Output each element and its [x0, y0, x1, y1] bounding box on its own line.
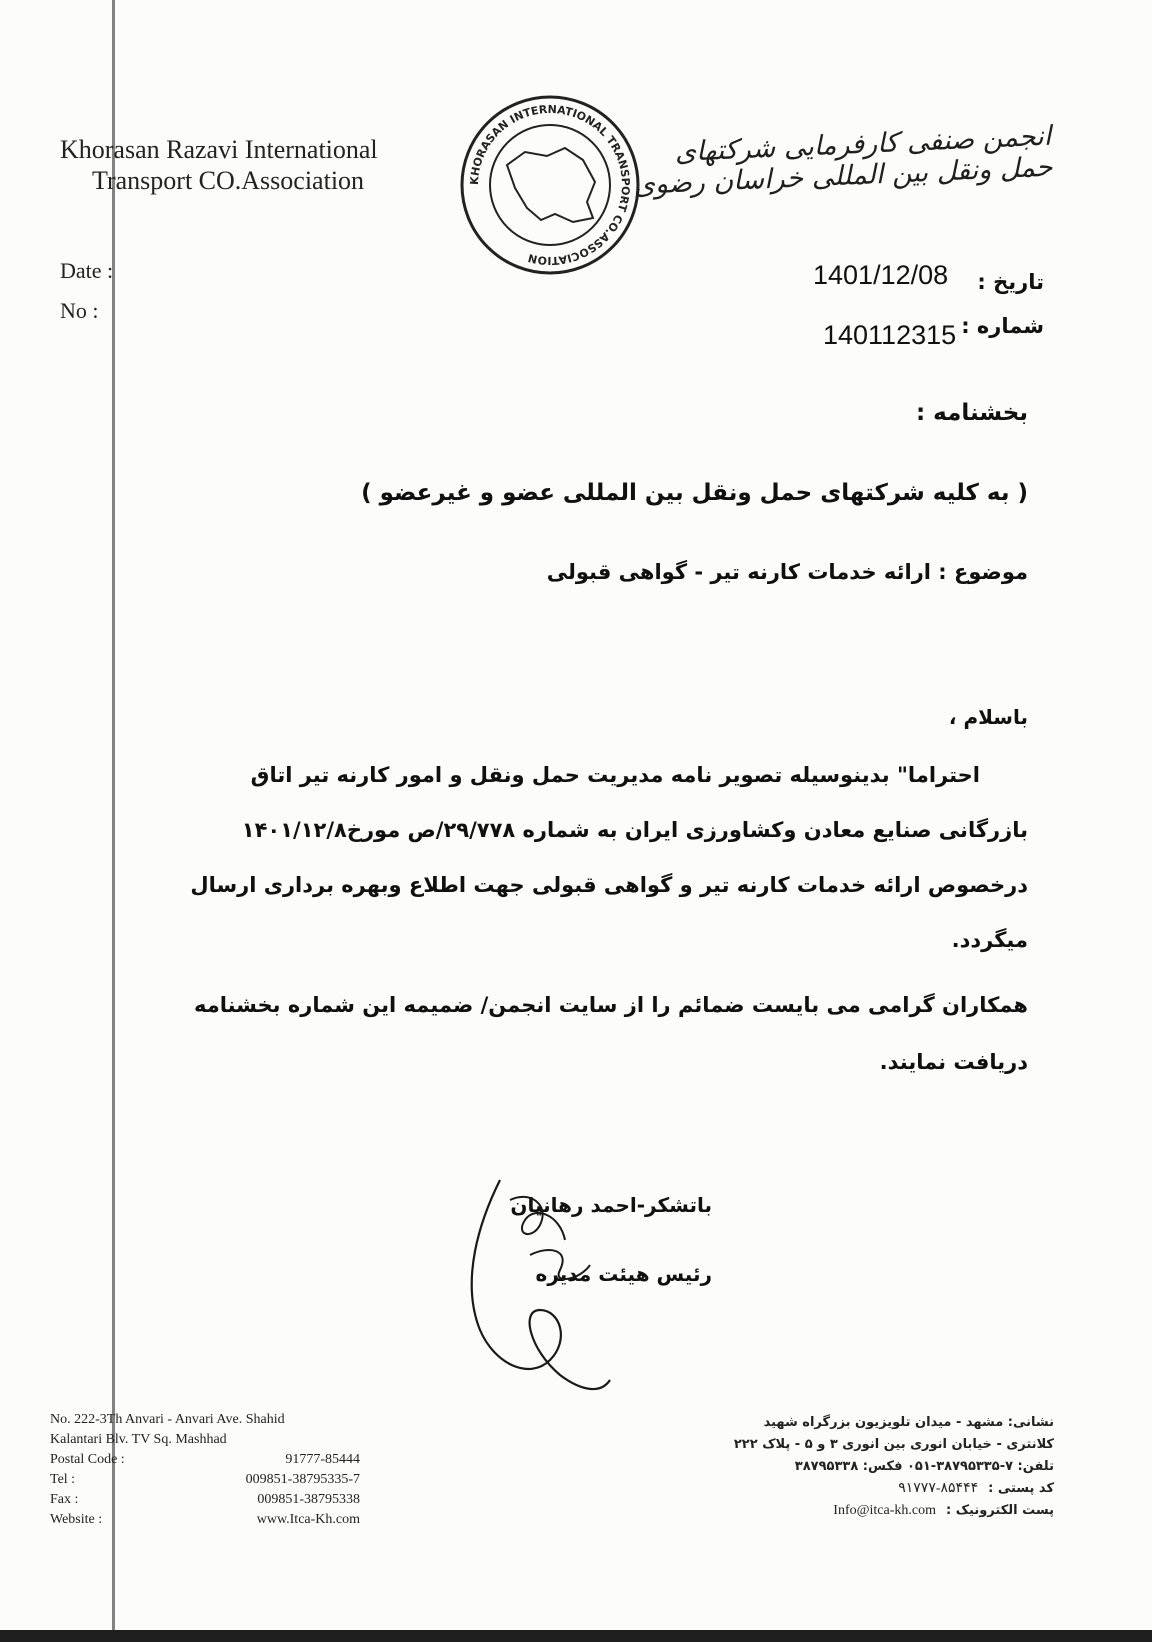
- footer-fax-label: Fax :: [50, 1492, 79, 1507]
- footer-tel-row: [50, 1470, 370, 1490]
- date-label-en: Date :: [60, 258, 114, 283]
- date-label-fa: تاریخ :: [977, 270, 1044, 294]
- footer-fax-row: [50, 1490, 370, 1510]
- footer-address-line2: Kalantari Blv. TV Sq. Mashhad: [50, 1432, 227, 1447]
- handwritten-signature: [440, 1160, 670, 1410]
- footer-postal-label: Postal Code :: [50, 1452, 125, 1467]
- date-value: 1401/12/08: [813, 260, 949, 290]
- footer-contact-en: [50, 1410, 370, 1530]
- closing-line: باتشکر-احمد رهانیان: [510, 1193, 712, 1217]
- org-name-fa: انجمن صنفی کارفرمایی شرکتهای حمل ونقل بین المللی خراسان رضوی: [633, 120, 1054, 201]
- footer-fa-phone-line: تلفن: ۷-۳۸۷۹۵۳۳۵-۰۵۱ فکس: ۳۸۷۹۵۳۳۸: [794, 1459, 1054, 1474]
- paragraph-line: احتراما" بدینوسیله تصویر نامه مدیریت حمل ونقل و امور کارنه تیر اتاق: [250, 763, 980, 787]
- paragraph-line: میگردد.: [951, 928, 1028, 952]
- footer-contact-fa: [694, 1412, 1054, 1522]
- footer-postal-value: 91777-85444: [285, 1452, 360, 1467]
- paragraph-line: درخصوص ارائه خدمات کارنه تیر و گواهی قبولی جهت اطلاع وبهره برداری ارسال: [190, 873, 1028, 897]
- paragraph-line: بازرگانی صنایع معادن وکشاورزی ایران به شماره ۲۹/۷۷۸/ص مورخ۱۴۰۱/۱۲/۸: [241, 818, 1028, 842]
- binder-line: [112, 0, 115, 1642]
- footer-fa-email-value: Info@itca-kh.com: [833, 1503, 936, 1518]
- footer-tel-label: Tel :: [50, 1472, 76, 1487]
- org-name-en-line2: Transport CO.Association: [92, 166, 365, 195]
- footer-website-label: Website :: [50, 1512, 103, 1527]
- footer-fa-postal-value: ۹۱۷۷۷-۸۵۴۴۴: [898, 1481, 979, 1496]
- footer-fax-value: 009851-38795338: [257, 1492, 360, 1507]
- footer-fa-postal-row: [694, 1478, 1054, 1500]
- paragraph-line: دریافت نمایند.: [879, 1050, 1028, 1074]
- subject-line: موضوع : ارائه خدمات کارنه تیر - گواهی قبولی: [546, 560, 1028, 584]
- org-name-en-line1: Khorasan Razavi International: [60, 135, 378, 164]
- footer-fa-email-label: پست الکترونیک :: [946, 1503, 1054, 1518]
- paragraph-line: همکاران گرامی می بایست ضمائم را از سایت انجمن/ ضمیمه این شماره بخشنامه: [193, 993, 1028, 1017]
- scan-bottom-edge: [0, 1630, 1152, 1642]
- no-label-fa: شماره :: [961, 314, 1044, 338]
- association-seal-logo: [455, 90, 645, 280]
- footer-website-row: [50, 1510, 370, 1530]
- footer-website-value: www.Itca-Kh.com: [256, 1512, 360, 1527]
- footer-tel-value: 009851-38795335-7: [245, 1472, 360, 1487]
- footer-address-line1: No. 222-3Th Anvari - Anvari Ave. Shahid: [50, 1412, 285, 1427]
- circular-heading: بخشنامه :: [915, 400, 1028, 426]
- org-name-en: [60, 134, 378, 196]
- seal-text: KHORASAN INTERNATIONAL TRANSPORT CO.ASSOCIATION: [467, 102, 633, 268]
- svg-text:KHORASAN INTERNATIONAL TRANSPO: [468, 103, 632, 267]
- number-value: 140112315: [823, 320, 957, 350]
- footer-fa-postal-label: کد پستی :: [988, 1481, 1054, 1496]
- footer-fa-address-line2: کلانتری - خیابان انوری بین انوری ۳ و ۵ - پلاک ۲۲۲: [733, 1437, 1054, 1452]
- recipients-line: ( به کلیه شرکتهای حمل ونقل بین المللی عضو و غیرعضو ): [361, 480, 1028, 506]
- footer-postal-row: [50, 1450, 370, 1470]
- greeting: باسلام ،: [948, 705, 1028, 729]
- iran-map-icon: [507, 148, 595, 222]
- no-label-en: No :: [60, 298, 99, 323]
- signer-title: رئیس هیئت مدیره: [535, 1262, 712, 1286]
- footer-fa-address-line1: نشانی: مشهد - میدان تلویزیون بزرگراه شهید: [763, 1415, 1054, 1430]
- footer-fa-email-row: [694, 1500, 1054, 1522]
